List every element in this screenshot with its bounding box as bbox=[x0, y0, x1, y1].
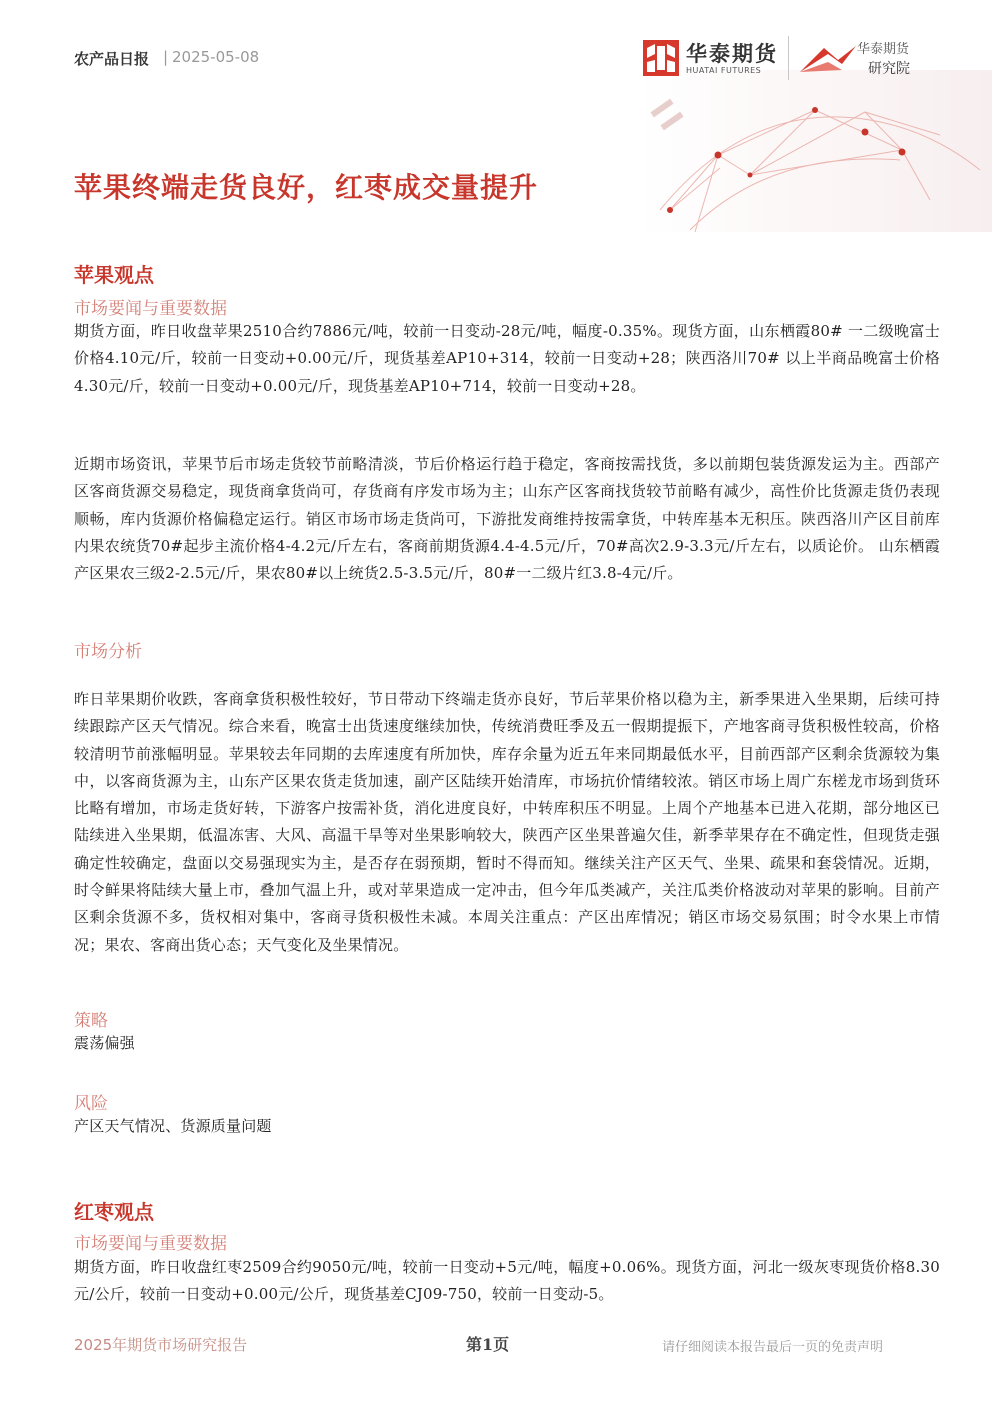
page-number: 第1页 bbox=[466, 1335, 510, 1354]
apple-news-paragraph-2: 近期市场资讯，苹果节后市场走货较节前略清淡，节后价格运行趋于稳定，客商按需找货，多以前期包装货源发运为主。西部产区客商货源交易稳定，现货商拿货尚可，存货商有序发市场为主；山东产区客商找货较节前略有减少，高性价比货源走货仍表现顺畅，库内货源价格偏稳定运行。销区市场市场走货尚可，下游批发商维持按需拿货，中转库基本无积压。陕西洛川产区目前库内果农统货70#起步主流价格4-4.2元/斤左右，客商前期货源4.4-4.5元/斤，70#高次2.9-3.3元/斤左右，以质论价。 山东栖霞产区果农三级2-2.5元/斤，果农80#以上统货2.5-3.5元/斤，80#一二级片红3.8-4元/斤。 bbox=[74, 455, 940, 583]
company-name-en: HUATAI FUTURES bbox=[686, 66, 762, 75]
institute-name-line1: 华泰期货 bbox=[857, 42, 910, 57]
huatai-logo-icon bbox=[643, 40, 679, 76]
apple-analysis-heading: 市场分析 bbox=[74, 642, 142, 662]
report-date: 2025-05-08 bbox=[172, 48, 260, 66]
logo-divider bbox=[788, 36, 789, 80]
company-name-cn: 华泰期货 bbox=[686, 42, 778, 66]
research-institute-logo-icon bbox=[798, 40, 860, 76]
footer-report-name: 2025年期货市场研究报告 bbox=[74, 1336, 248, 1354]
apple-news-heading: 市场要闻与重要数据 bbox=[74, 299, 227, 319]
apple-section-heading: 苹果观点 bbox=[74, 263, 154, 287]
jujube-news-paragraph-1: 期货方面，昨日收盘红枣2509合约9050元/吨，较前一日变动+5元/吨，幅度+0.06%。现货方面，河北一级灰枣现货价格8.30元/公斤，较前一日变动+0.00元/公斤，现货基差CJ09-750，较前一日变动-5。 bbox=[74, 1258, 940, 1304]
jujube-news-heading: 市场要闻与重要数据 bbox=[74, 1234, 227, 1254]
institute-name-line2: 研究院 bbox=[868, 61, 910, 77]
jujube-section-heading: 红枣观点 bbox=[74, 1200, 154, 1224]
apple-risk-heading: 风险 bbox=[74, 1094, 108, 1114]
apple-risk-text: 产区天气情况、货源质量问题 bbox=[74, 1117, 272, 1135]
header-separator: | bbox=[163, 48, 169, 66]
report-type: 农产品日报 bbox=[74, 50, 150, 68]
report-title: 苹果终端走货良好，红枣成交量提升 bbox=[74, 171, 539, 204]
footer-disclaimer-note: 请仔细阅读本报告最后一页的免责声明 bbox=[662, 1340, 884, 1355]
apple-analysis-paragraph: 昨日苹果期价收跌，客商拿货积极性较好，节日带动下终端走货亦良好，节后苹果价格以稳为主，新季果进入坐果期，后续可持续跟踪产区天气情况。综合来看，晚富士出货速度继续加快，传统消费旺季及五一假期提振下，产地客商寻货积极性较高，价格较清明节前涨幅明显。苹果较去年同期的去库速度有所加快，库存余量为近五年来同期最低水平，目前西部产区剩余货源较为集中，以客商货源为主，山东产区果农货走货加速，副产区陆续开始清库，市场抗价情绪较浓。销区市场上周广东槎龙市场到货环比略有增加，市场走货好转，下游客户按需补货，消化进度良好，中转库积压不明显。上周个产地基本已进入花期，部分地区已陆续进入坐果期，低温冻害、大风、高温干旱等对坐果影响较大，陕西产区坐果普遍欠佳，新季苹果存在不确定性，但现货走强确定性较确定，盘面以交易强现实为主，是否存在弱预期，暂时不得而知。继续关注产区天气、坐果、疏果和套袋情况。近期，时令鲜果将陆续大量上市，叠加气温上升，或对苹果造成一定冲击，但今年瓜类减产，关注瓜类价格波动对苹果的影响。目前产区剩余货源不多，货权相对集中，客商寻货积极性未减。本周关注重点：产区出库情况；销区市场交易氛围；时令水果上市情况；果农、客商出货心态；天气变化及坐果情况。 bbox=[74, 690, 940, 954]
apple-strategy-heading: 策略 bbox=[74, 1011, 108, 1031]
network-globe-decoration bbox=[600, 60, 992, 232]
page-header bbox=[0, 0, 992, 232]
apple-news-paragraph-1: 期货方面，昨日收盘苹果2510合约7886元/吨，较前一日变动-28元/吨，幅度-0.35%。现货方面，山东栖霞80# 一二级晚富士价格4.10元/斤，较前一日变动+0.00元/斤，现货基差AP10+314，较前一日变动+28；陕西洛川70# 以上半商品晚富士价格4.30元/斤，较前一日变动+0.00元/斤，现货基差AP10+714，较前一日变动+28。 bbox=[74, 322, 940, 395]
apple-strategy-text: 震荡偏强 bbox=[74, 1034, 135, 1052]
